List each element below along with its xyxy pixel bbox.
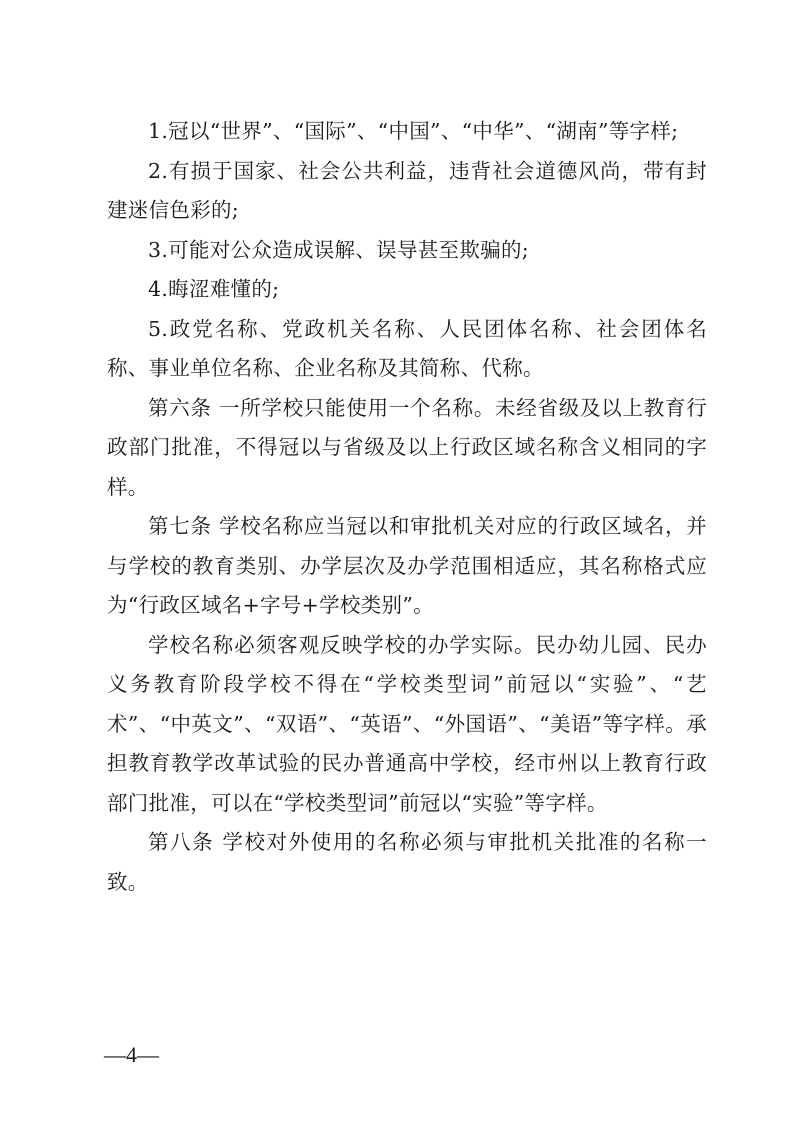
paragraph-item-2: 2.有损于国家、社会公共利益，违背社会道德风尚，带有封建迷信色彩的; [107,158,707,222]
document-body [107,112,707,902]
paragraph-item-4: 4.晦涩难懂的; [148,277,280,301]
paragraph-item-5: 5.政党名称、党政机关名称、人民团体名称、社会团体名称、事业单位名称、企业名称及其简称、代称。 [107,316,707,380]
paragraph-article-6: 第六条 一所学校只能使用一个名称。未经省级及以上教育行政部门批准，不得冠以与省级及以上行政区域名称含义相同的字样。 [107,395,707,499]
page-number: —4— [104,1042,159,1067]
paragraph-school-name-rules: 学校名称必须客观反映学校的办学实际。民办幼儿园、民办义务教育阶段学校不得在“学校类型词”前冠以“实验”、“艺术”、“中英文”、“双语”、“英语”、“外国语”、“美语”等字样。承担教育教学改革试验的民办普通高中学校，经市州以上教育行政部门批准，可以在“学校类型词”前冠以“实验”等字样。 [107,632,707,815]
paragraph-article-7: 第七条 学校名称应当冠以和审批机关对应的行政区域名，并与学校的教育类别、办学层次及办学范围相适应，其名称格式应为“行政区域名+字号+学校类别”。 [107,514,707,617]
paragraph-item-1: 1.冠以“世界”、“国际”、“中国”、“中华”、“湖南”等字样; [148,119,679,143]
paragraph-item-3: 3.可能对公众造成误解、误导甚至欺骗的; [148,237,529,262]
paragraph-article-8: 第八条 学校对外使用的名称必须与审批机关批准的名称一致。 [107,830,707,894]
